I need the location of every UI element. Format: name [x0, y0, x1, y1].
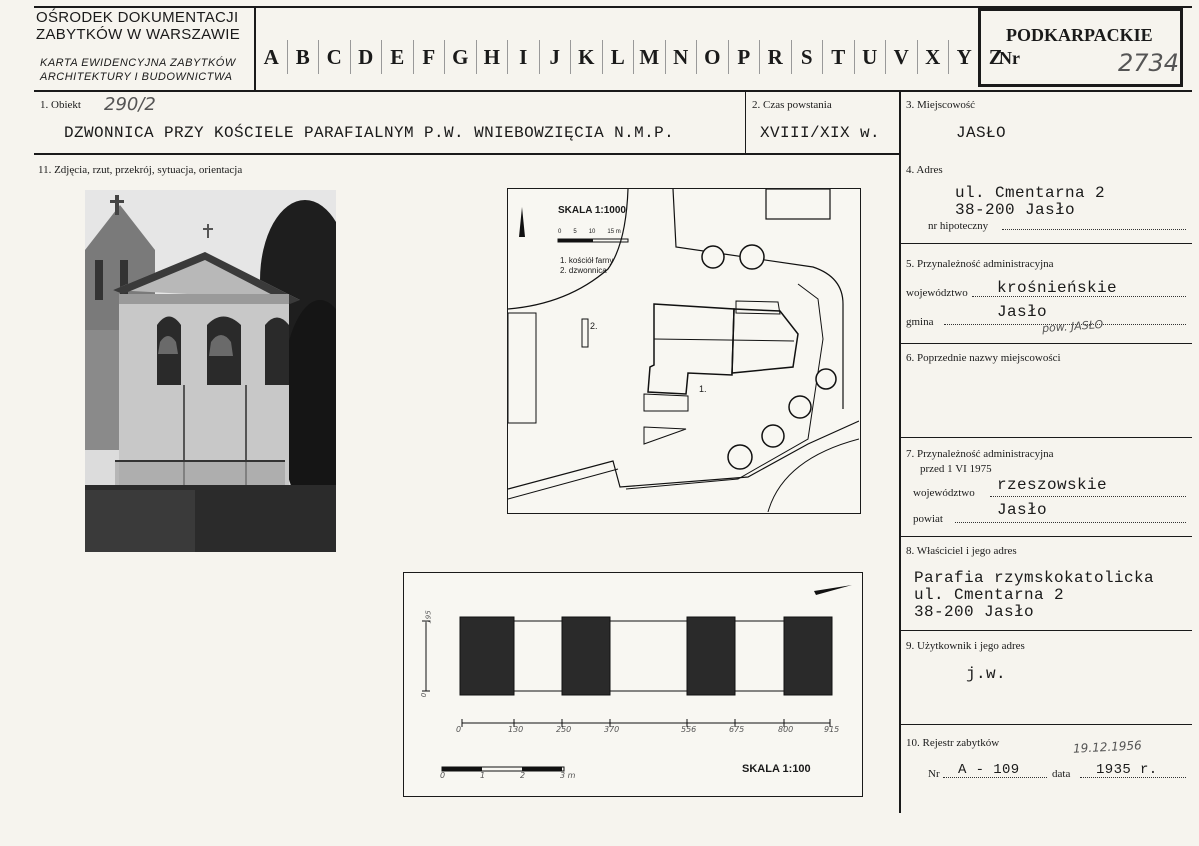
letter-j: J	[539, 40, 571, 74]
letter-v: V	[885, 40, 917, 74]
dim-x-label: 130	[508, 725, 524, 734]
letter-f: F	[413, 40, 445, 74]
wojewodztwo-prev-dots	[990, 496, 1186, 497]
letter-g: G	[444, 40, 476, 74]
card-type-line1: KARTA EWIDENCYJNA ZABYTKÓW	[40, 57, 236, 69]
wlasciciel-line2: ul. Cmentarna 2	[914, 586, 1065, 604]
letter-p: P	[728, 40, 760, 74]
institution-line2: ZABYTKÓW W WARSZAWIE	[36, 26, 241, 43]
site-scale-tick: 15 m	[607, 229, 621, 235]
powiat-label: powiat	[913, 513, 943, 525]
site-plan-drawing	[508, 189, 859, 512]
dim-x-label: 370	[604, 725, 620, 734]
wojewodztwo-prev-value: rzeszowskie	[997, 476, 1108, 494]
czas-label: 2. Czas powstania	[752, 99, 832, 111]
letter-l: L	[602, 40, 634, 74]
letter-n: N	[665, 40, 697, 74]
zdjecia-label: 11. Zdjęcia, rzut, przekrój, sytuacja, orientacja	[38, 164, 243, 176]
floor-dims-x	[404, 725, 861, 739]
letter-h: H	[476, 40, 508, 74]
miejscowosc-value: JASŁO	[956, 124, 1007, 142]
obiekt-label: 1. Obiekt	[40, 99, 81, 111]
floor-scale-ticks	[404, 771, 604, 785]
letter-u: U	[854, 40, 886, 74]
legend-belfry: 2. dzwonnica	[560, 266, 607, 275]
letter-r: R	[759, 40, 791, 74]
wlasciciel-line3: 38-200 Jasło	[914, 603, 1035, 621]
dim-x-label: 800	[778, 725, 794, 734]
institution-name	[36, 9, 240, 43]
divider-r1	[900, 243, 1192, 244]
alphabet-index	[256, 40, 1011, 74]
site-scale-label: SKALA 1:1000	[558, 205, 626, 216]
czas-value: XVIII/XIX w.	[760, 124, 881, 142]
wojewodztwo-label: województwo	[906, 287, 968, 299]
divider-r5	[900, 630, 1192, 631]
belfry-photograph	[85, 190, 336, 552]
letter-i: I	[507, 40, 539, 74]
divider-czas	[745, 91, 746, 154]
site-scale-tick: 0	[558, 229, 562, 235]
floor-plan	[403, 572, 863, 797]
letter-b: B	[287, 40, 319, 74]
letter-z: Z	[980, 40, 1012, 74]
wlasciciel-label: 8. Właściciel i jego adres	[906, 545, 1017, 557]
letter-s: S	[791, 40, 823, 74]
wlasciciel-line1: Parafia rzymskokatolicka	[914, 569, 1155, 587]
rejestr-nr-label: Nr	[928, 768, 940, 780]
site-legend	[560, 256, 613, 276]
dim-y-label: 0	[420, 692, 429, 698]
letter-c: C	[318, 40, 350, 74]
floor-scale-tick: 1	[480, 771, 486, 780]
nr-label: Nr	[999, 48, 1020, 68]
rejestr-label: 10. Rejestr zabytków	[906, 737, 1000, 749]
uzytkownik-value: j.w.	[966, 665, 1007, 683]
mark-belfry: 2.	[590, 321, 598, 331]
letter-k: K	[570, 40, 602, 74]
rejestr-data-value: 1935 r.	[1096, 762, 1158, 778]
dim-x-label: 0	[456, 725, 462, 734]
hipoteczny-dots	[1002, 229, 1186, 230]
region-name: PODKARPACKIE	[1006, 25, 1153, 45]
institution-line1: OŚRODEK DOKUMENTACJI	[36, 9, 239, 26]
floor-scale-tick: 2	[520, 771, 526, 780]
site-scale-tick: 10	[588, 229, 596, 235]
letter-e: E	[381, 40, 413, 74]
nr-value: 2734	[1118, 49, 1180, 77]
mark-church: 1.	[699, 384, 707, 394]
dim-x-label: 675	[729, 725, 745, 734]
gmina-handwritten-note: pow. JASŁO	[1041, 317, 1104, 336]
dim-x-label: 915	[824, 725, 840, 734]
rejestr-handwritten-date: 19.12.1956	[1072, 738, 1143, 756]
divider-r6	[900, 724, 1192, 725]
wojewodztwo-prev-label: województwo	[913, 487, 975, 499]
region-box	[978, 8, 1183, 87]
letter-m: M	[633, 40, 665, 74]
dim-x-label: 250	[556, 725, 572, 734]
site-scale-ticks	[558, 229, 621, 235]
rejestr-nr-value: A - 109	[958, 762, 1020, 778]
adres-line1: ul. Cmentarna 2	[955, 184, 1106, 202]
przynaleznosc-label: 5. Przynależność administracyjna	[906, 258, 1054, 270]
rejestr-data-dots	[1080, 777, 1186, 778]
card-type	[40, 56, 236, 84]
card-type-line2: ARCHITEKTURY I BUDOWNICTWA	[40, 71, 233, 83]
uzytkownik-label: 9. Użytkownik i jego adres	[906, 640, 1025, 652]
obiekt-handwritten-number: 290/2	[104, 94, 156, 115]
obiekt-value: DZWONNICA PRZY KOŚCIELE PARAFIALNYM P.W. WNIEBOWZIĘCIA N.M.P.	[64, 124, 675, 142]
divider-row1	[34, 90, 1192, 92]
gmina-value: Jasło	[997, 303, 1048, 321]
floor-scale-tick: 0	[440, 771, 446, 780]
gmina-label: gmina	[906, 316, 934, 328]
divider-r4	[900, 536, 1192, 537]
letter-y: Y	[948, 40, 980, 74]
floor-dims-y	[406, 609, 446, 699]
letter-d: D	[350, 40, 382, 74]
divider-right-column	[899, 91, 901, 813]
rejestr-nr-dots	[943, 777, 1047, 778]
site-plan	[507, 188, 861, 514]
floor-scale-label: SKALA 1:100	[742, 763, 811, 775]
divider-r3	[900, 437, 1192, 438]
miejscowosc-label: 3. Miejscowość	[906, 99, 976, 111]
letter-a: A	[263, 45, 279, 69]
rejestr-data-label: data	[1052, 768, 1071, 780]
divider-row2	[34, 153, 900, 155]
legend-church: 1. kościół farny	[560, 256, 614, 265]
divider-r2	[900, 343, 1192, 344]
wojewodztwo-dots	[972, 296, 1186, 297]
hipoteczny-label: nr hipoteczny	[928, 220, 989, 232]
floor-scale-tick: 3 m	[560, 771, 576, 780]
letter-o: O	[696, 40, 728, 74]
adres-line2: 38-200 Jasło	[955, 201, 1076, 219]
adres-label: 4. Adres	[906, 164, 943, 176]
powiat-value: Jasło	[997, 501, 1048, 519]
przynaleznosc-prev-label: 7. Przynależność administracyjna	[906, 448, 1054, 460]
letter-t: T	[822, 40, 854, 74]
dim-x-label: 556	[681, 725, 697, 734]
floor-plan-drawing	[404, 573, 861, 795]
przed-label: przed 1 VI 1975	[920, 463, 992, 475]
powiat-dots	[955, 522, 1186, 523]
letter-x: X	[917, 40, 949, 74]
dim-y-label: 195	[424, 610, 433, 624]
site-scale-tick: 5	[573, 229, 577, 235]
poprzednie-label: 6. Poprzednie nazwy miejscowości	[906, 352, 1061, 364]
belfry-photo-image	[85, 190, 336, 552]
wojewodztwo-value: krośnieńskie	[997, 279, 1118, 297]
